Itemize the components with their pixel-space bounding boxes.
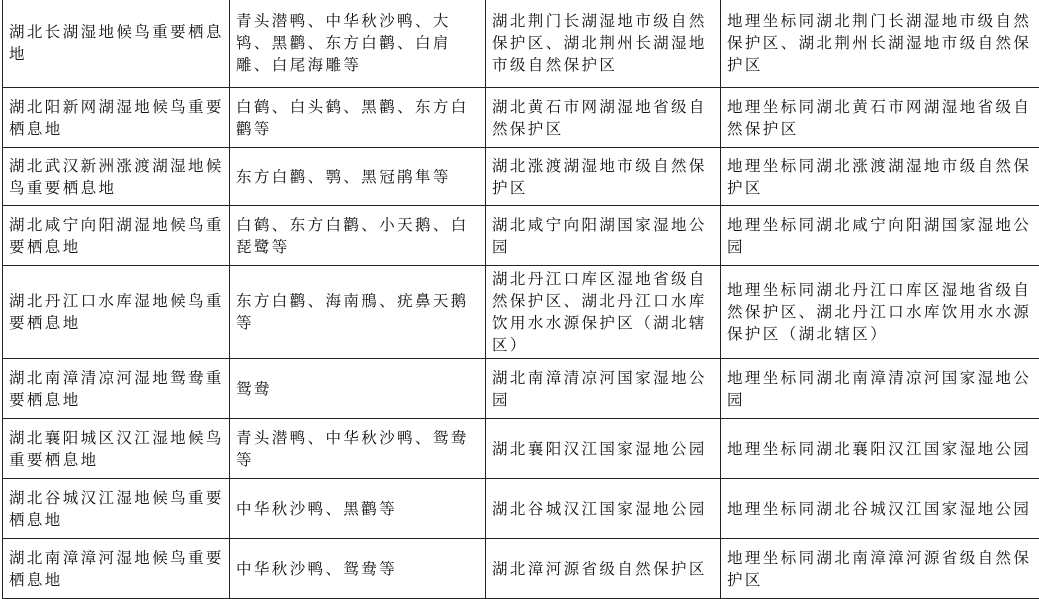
coordinates-cell: 地理坐标同湖北咸宁向阳湖国家湿地公园 — [721, 206, 1039, 266]
habitat-name-cell: 湖北南漳清凉河湿地鸳鸯重要栖息地 — [3, 359, 230, 419]
protected-area-cell: 湖北南漳清凉河国家湿地公园 — [486, 359, 721, 419]
coordinates-cell: 地理坐标同湖北荆门长湖湿地市级自然保护区、湖北荆州长湖湿地市级自然保护区 — [721, 0, 1039, 88]
coordinates-cell: 地理坐标同湖北谷城汉江国家湿地公园 — [721, 479, 1039, 539]
table-row — [3, 359, 1039, 419]
coordinates-cell: 地理坐标同湖北涨渡湖湿地市级自然保护区 — [721, 148, 1039, 206]
habitat-name-cell: 湖北阳新网湖湿地候鸟重要栖息地 — [3, 88, 230, 148]
coordinates-cell: 地理坐标同湖北黄石市网湖湿地省级自然保护区 — [721, 88, 1039, 148]
species-cell: 东方白鹳、海南鳽、疣鼻天鹅等 — [230, 266, 486, 359]
table-row — [3, 266, 1039, 359]
species-cell: 青头潜鸭、中华秋沙鸭、大鸨、黑鹳、东方白鹳、白肩雕、白尾海雕等 — [230, 0, 486, 88]
coordinates-cell: 地理坐标同湖北南漳清凉河国家湿地公园 — [721, 359, 1039, 419]
habitat-name-cell: 湖北谷城汉江湿地候鸟重要栖息地 — [3, 479, 230, 539]
species-cell: 白鹤、白头鹤、黑鹳、东方白鹳等 — [230, 88, 486, 148]
table-row — [3, 539, 1039, 599]
species-cell: 青头潜鸭、中华秋沙鸭、鸳鸯等 — [230, 419, 486, 479]
protected-area-cell: 湖北漳河源省级自然保护区 — [486, 539, 721, 599]
protected-area-cell: 湖北荆门长湖湿地市级自然保护区、湖北荆州长湖湿地市级自然保护区 — [486, 0, 721, 88]
table-row — [3, 0, 1039, 88]
protected-area-cell: 湖北谷城汉江国家湿地公园 — [486, 479, 721, 539]
habitat-name-cell: 湖北南漳漳河湿地候鸟重要栖息地 — [3, 539, 230, 599]
habitat-name-cell: 湖北武汉新洲涨渡湖湿地候鸟重要栖息地 — [3, 148, 230, 206]
protected-area-cell: 湖北咸宁向阳湖国家湿地公园 — [486, 206, 721, 266]
species-cell: 中华秋沙鸭、黑鹳等 — [230, 479, 486, 539]
species-cell: 东方白鹳、鹗、黑冠鹃隼等 — [230, 148, 486, 206]
habitat-table — [2, 0, 1039, 599]
habitat-name-cell: 湖北咸宁向阳湖湿地候鸟重要栖息地 — [3, 206, 230, 266]
protected-area-cell: 湖北涨渡湖湿地市级自然保护区 — [486, 148, 721, 206]
table-row — [3, 479, 1039, 539]
table-row — [3, 148, 1039, 206]
habitat-name-cell: 湖北襄阳城区汉江湿地候鸟重要栖息地 — [3, 419, 230, 479]
protected-area-cell: 湖北丹江口库区湿地省级自然保护区、湖北丹江口水库饮用水水源保护区（湖北辖区） — [486, 266, 721, 359]
habitat-name-cell: 湖北丹江口水库湿地候鸟重要栖息地 — [3, 266, 230, 359]
protected-area-cell: 湖北襄阳汉江国家湿地公园 — [486, 419, 721, 479]
coordinates-cell: 地理坐标同湖北丹江口库区湿地省级自然保护区、湖北丹江口水库饮用水水源保护区（湖北辖区） — [721, 266, 1039, 359]
table-row — [3, 88, 1039, 148]
species-cell: 中华秋沙鸭、鸳鸯等 — [230, 539, 486, 599]
table-row — [3, 206, 1039, 266]
coordinates-cell: 地理坐标同湖北襄阳汉江国家湿地公园 — [721, 419, 1039, 479]
species-cell: 白鹤、东方白鹳、小天鹅、白琵鹭等 — [230, 206, 486, 266]
coordinates-cell: 地理坐标同湖北南漳漳河源省级自然保护区 — [721, 539, 1039, 599]
protected-area-cell: 湖北黄石市网湖湿地省级自然保护区 — [486, 88, 721, 148]
table-row — [3, 419, 1039, 479]
habitat-name-cell: 湖北长湖湿地候鸟重要栖息地 — [3, 0, 230, 88]
species-cell: 鸳鸯 — [230, 359, 486, 419]
